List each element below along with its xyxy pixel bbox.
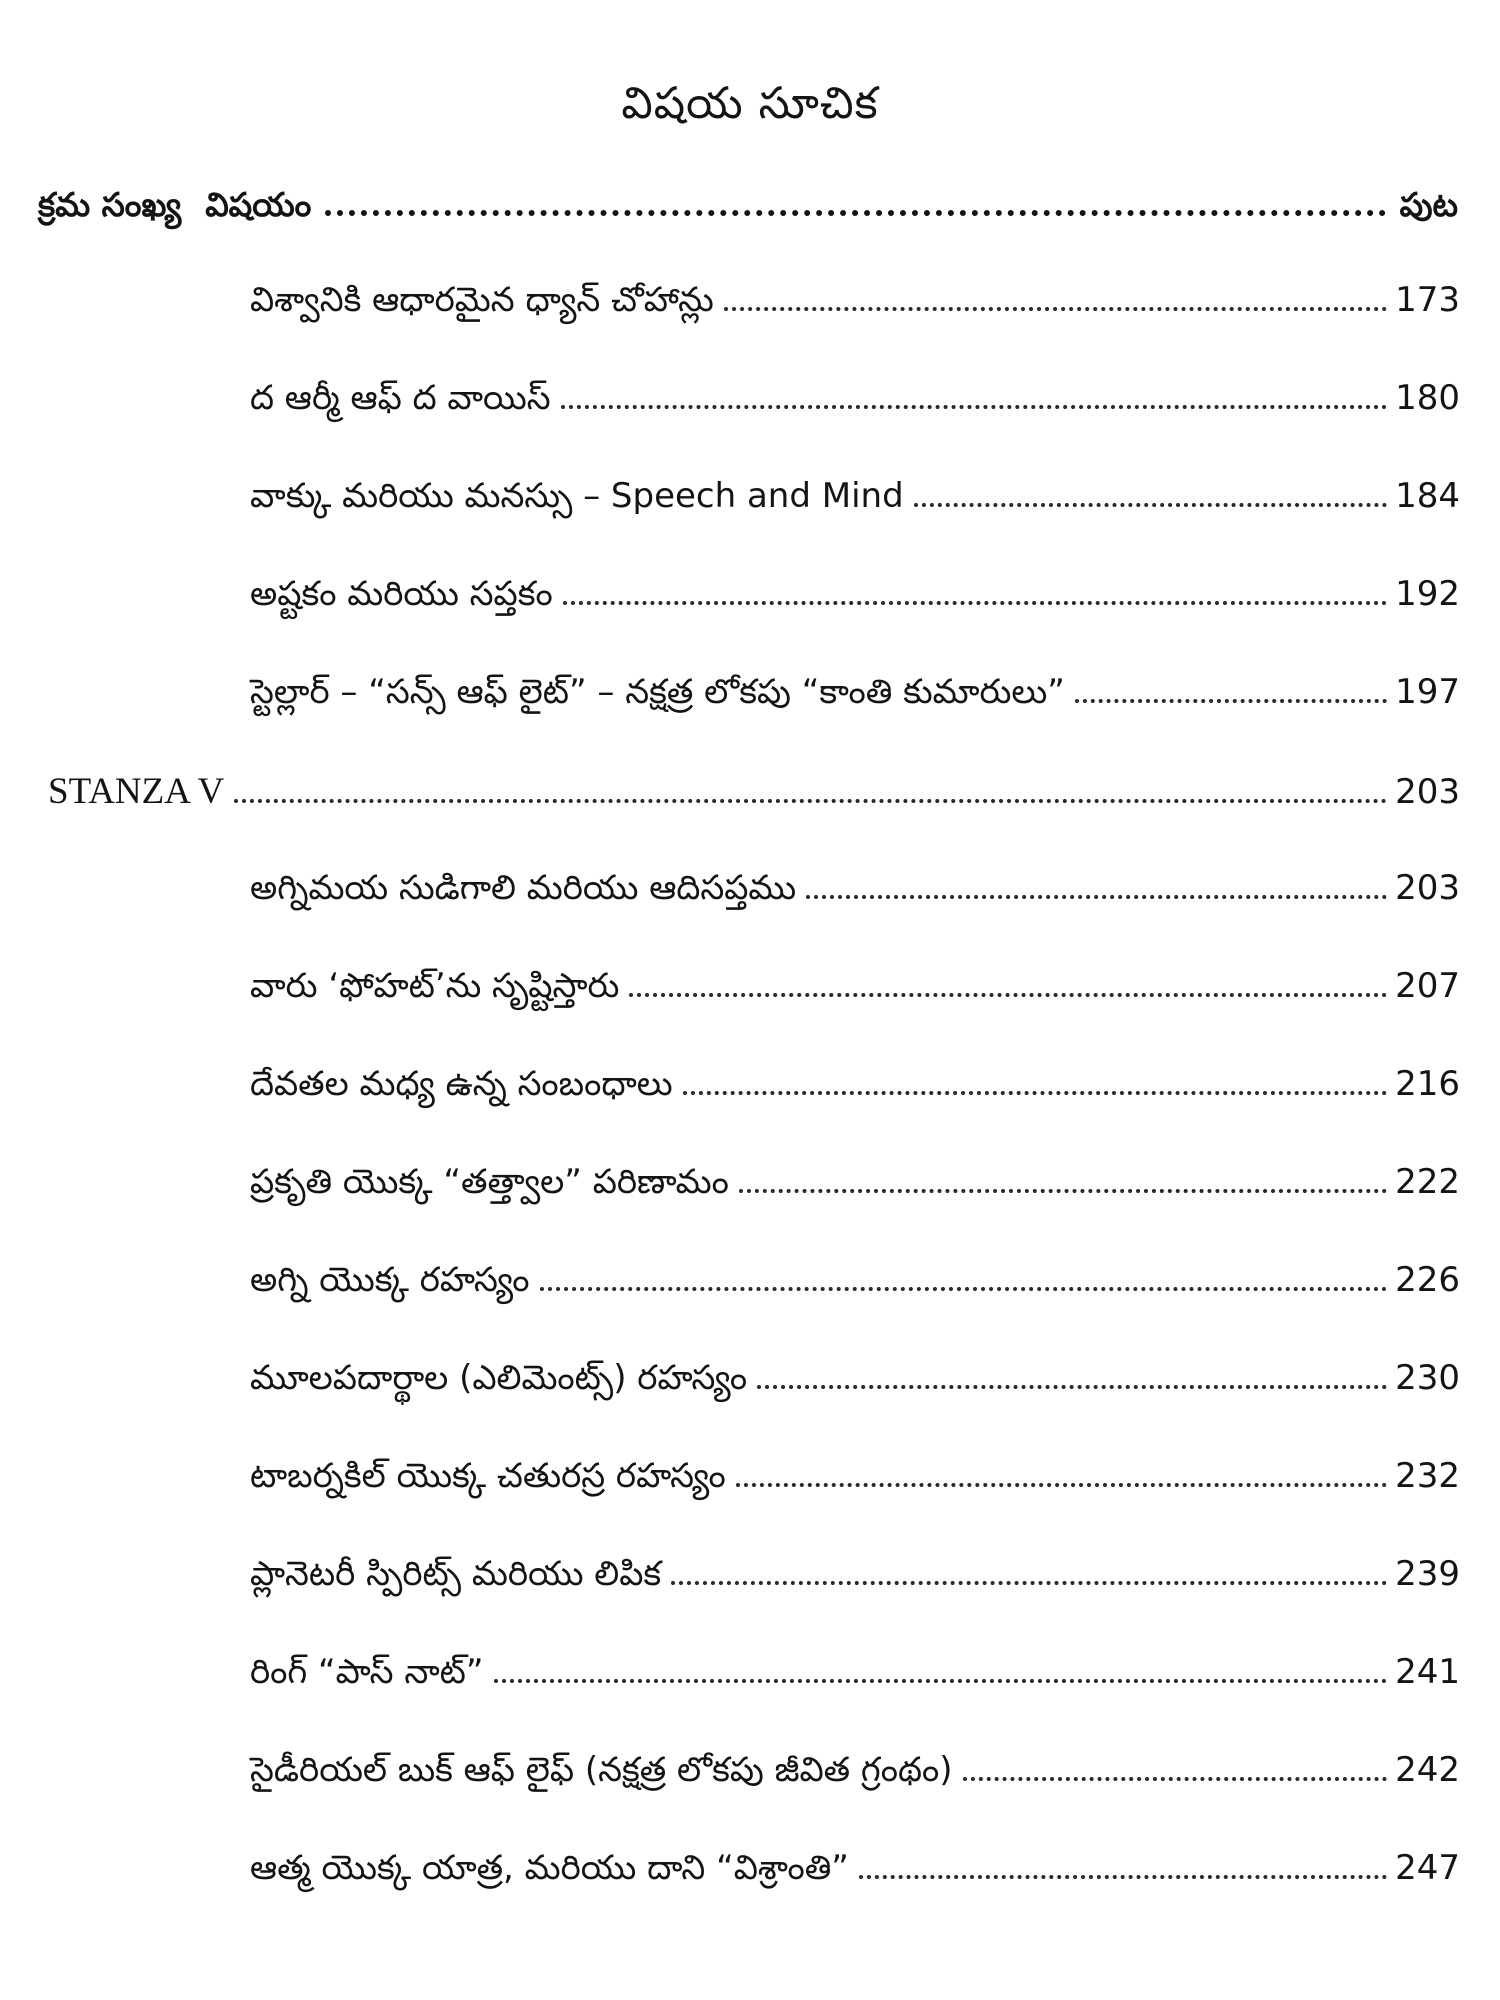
toc-entry <box>250 966 1460 1026</box>
toc-entry-page: 203 <box>1395 868 1460 908</box>
toc-entry-title: ప్లానెటరీ స్పిరిట్స్ మరియు లిపిక <box>250 1554 662 1594</box>
dot-leader <box>914 503 1387 507</box>
toc-entry-title: ఆత్మ యొక్క యాత్ర, మరియు దాని “విశ్రాంతి” <box>250 1848 849 1888</box>
toc-entry <box>250 378 1460 438</box>
section-page: 203 <box>1395 772 1460 812</box>
toc-entry <box>250 1848 1460 1908</box>
toc-entry <box>250 280 1460 340</box>
toc-entry-title: అగ్నిమయ సుడిగాలి మరియు ఆదిసప్తము <box>250 868 797 908</box>
toc-entry <box>250 1652 1460 1712</box>
dot-leader <box>629 993 1387 997</box>
toc-entry-page: 230 <box>1395 1358 1460 1398</box>
toc-entry-page: 180 <box>1395 378 1460 418</box>
toc-entry-title: దేవతల మధ్య ఉన్న సంబంధాలు <box>250 1064 673 1104</box>
dot-leader <box>806 895 1387 899</box>
toc-entry <box>250 1162 1460 1222</box>
dot-leader <box>325 210 1385 216</box>
toc-entry-title: ప్రకృతి యొక్క “తత్త్వాల” పరిణామం <box>250 1162 729 1202</box>
dot-leader <box>561 405 1387 409</box>
dot-leader <box>724 307 1387 311</box>
toc-entry-page: 216 <box>1395 1064 1460 1104</box>
dot-leader <box>757 1385 1387 1389</box>
topic-header: విషయం <box>205 185 312 224</box>
toc-entry-page: 173 <box>1395 280 1460 320</box>
toc-entry-title: విశ్వానికి ఆధారమైన ధ్యాన్ చోహాన్లు <box>250 280 714 320</box>
dot-leader <box>671 1581 1387 1585</box>
toc-entry-title: స్టెల్లార్ – “సన్స్ ఆఫ్ లైట్” – నక్షత్ర లోకపు “కాంతి కుమారులు” <box>250 672 1065 712</box>
toc-entry <box>250 476 1460 536</box>
toc-entry <box>250 868 1460 928</box>
toc-entry-page: 241 <box>1395 1652 1460 1692</box>
toc-entry-page: 207 <box>1395 966 1460 1006</box>
dot-leader <box>963 1777 1388 1781</box>
toc-entry-title: అష్టకం మరియు సప్తకం <box>250 574 553 614</box>
toc-entry-page: 197 <box>1395 672 1460 712</box>
page-title: విషయ సూచిక <box>621 78 879 129</box>
dot-leader <box>563 601 1387 605</box>
dot-leader <box>739 1189 1387 1193</box>
dot-leader <box>736 1483 1387 1487</box>
dot-leader <box>1075 699 1387 703</box>
toc-entry-title: ద ఆర్మీ ఆఫ్ ద వాయిస్ <box>250 378 551 418</box>
toc-entry <box>250 1260 1460 1320</box>
page-header: పుట <box>1399 185 1458 224</box>
toc-entry-title: రింగ్ “పాస్ నాట్” <box>250 1652 484 1692</box>
toc-entry-title: మూలపదార్థాల (ఎలిమెంట్స్) రహస్యం <box>250 1358 748 1398</box>
toc-entry-page: 232 <box>1395 1456 1460 1496</box>
toc-entry-page: 222 <box>1395 1162 1460 1202</box>
toc-entry <box>250 1554 1460 1614</box>
dot-leader <box>494 1679 1388 1683</box>
toc-entry-page: 247 <box>1395 1848 1460 1888</box>
dot-leader <box>540 1287 1388 1291</box>
toc-entry <box>250 574 1460 634</box>
toc-section-heading <box>48 770 1460 830</box>
toc-entry-title: అగ్ని యొక్క రహస్యం <box>250 1260 530 1300</box>
toc-entry-title: వారు ‘ఫోహట్’ను సృష్టిస్తారు <box>250 966 620 1006</box>
toc-entry-title: సైడీరియల్ బుక్ ఆఫ్ లైఫ్ (నక్షత్ర లోకపు జీవిత గ్రంథం) <box>250 1750 953 1790</box>
dot-leader <box>683 1091 1387 1095</box>
toc-entry-page: 242 <box>1395 1750 1460 1790</box>
toc-entry <box>250 1358 1460 1418</box>
toc-entry <box>250 1750 1460 1810</box>
toc-header-row <box>38 185 1458 232</box>
toc-entry-title: టాబర్నకిల్ యొక్క చతురస్ర రహస్యం <box>250 1456 726 1496</box>
toc-entry-title: వాక్కు మరియు మనస్సు – Speech and Mind <box>250 476 904 516</box>
toc-entry-page: 226 <box>1395 1260 1460 1300</box>
section-title: STANZA V <box>48 771 225 812</box>
toc-entry <box>250 1456 1460 1516</box>
toc-entry-page: 184 <box>1395 476 1460 516</box>
dot-leader <box>234 799 1387 803</box>
dot-leader <box>859 1875 1387 1879</box>
toc-entry <box>250 672 1460 732</box>
serial-number-header: క్రమ సంఖ్య <box>38 185 182 224</box>
toc-entry-page: 192 <box>1395 574 1460 614</box>
toc-entry-page: 239 <box>1395 1554 1460 1594</box>
toc-entry <box>250 1064 1460 1124</box>
